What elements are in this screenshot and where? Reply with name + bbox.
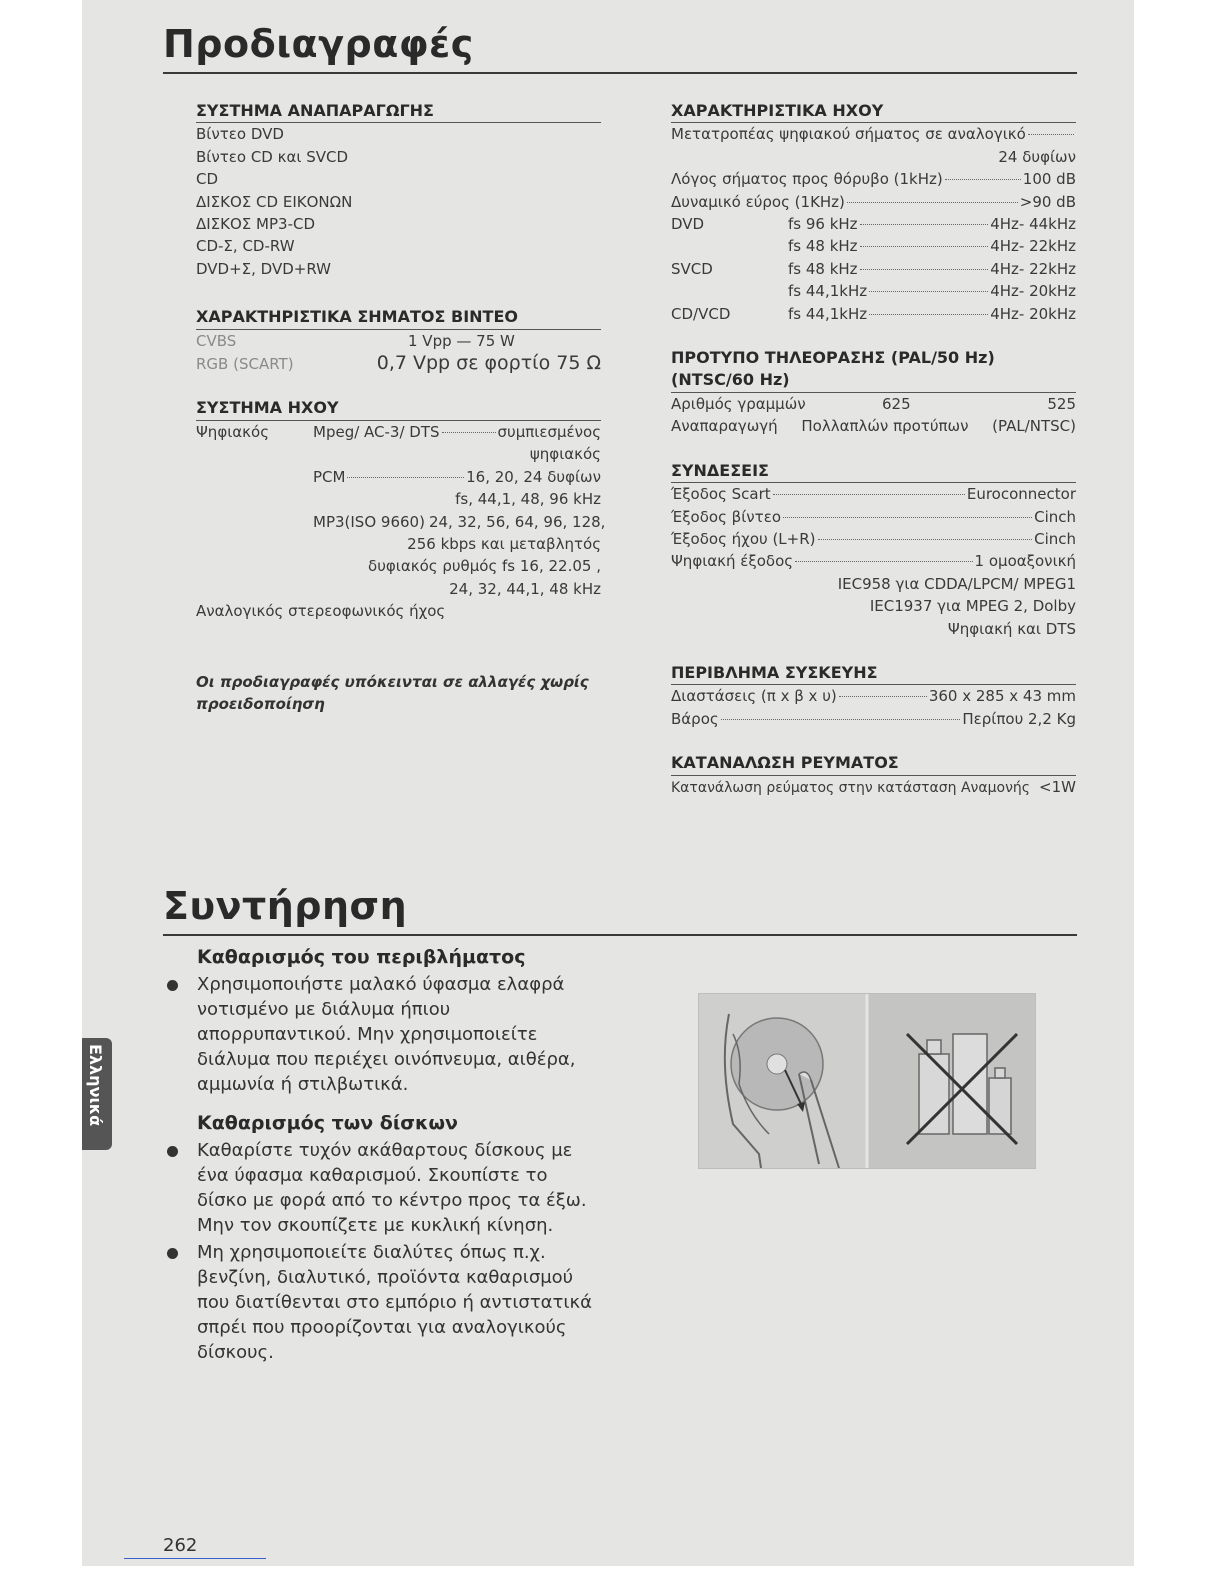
- maintenance-section: [163, 945, 603, 1367]
- solvent-bottles-crossed-icon: [907, 1034, 1017, 1144]
- freq-row: [671, 280, 1076, 302]
- freq-range: 4Hz- 20kHz: [990, 304, 1076, 323]
- audio-out-value: Cinch: [1034, 529, 1076, 548]
- cvbs-label: CVBS: [196, 331, 237, 350]
- leader-dots: [818, 538, 1033, 540]
- freq-fs: fs 44,1kHz: [788, 304, 868, 323]
- digital-out-cont: IEC1937 για MPEG 2, Dolby: [869, 597, 1076, 616]
- dimensions-label: Διαστάσεις (π x β x υ): [671, 687, 837, 706]
- tv-playback-row: [671, 415, 1076, 437]
- right-spec-column: [671, 100, 1076, 799]
- page-number: 262: [163, 1535, 198, 1556]
- bullet-icon: [167, 1146, 178, 1157]
- footer-link-line: [124, 1558, 266, 1559]
- playback-item: Βίντεο DVD: [196, 125, 284, 144]
- scart-label: Έξοδος Scart: [671, 485, 771, 504]
- dynamic-range-row: [671, 191, 1076, 213]
- video-out-value: Cinch: [1034, 507, 1076, 526]
- freq-row: [671, 235, 1076, 257]
- maintenance-rule: [163, 934, 1077, 936]
- standby-label: Κατανάλωση ρεύματος στην κατάσταση Αναμονής: [671, 779, 1030, 796]
- mpeg-row: [196, 421, 601, 443]
- leader-dots: [721, 718, 961, 720]
- digital-out-cont: Ψηφιακή και DTS: [947, 619, 1076, 638]
- lines-pal: 625: [882, 394, 911, 413]
- mpeg-value-cont: ψηφιακός: [529, 445, 601, 464]
- mp3-value: 24, 32, 56, 64, 96, 128,: [428, 512, 606, 531]
- digital-out-label: Ψηφιακή έξοδος: [671, 552, 794, 571]
- freq-range: 4Hz- 20kHz: [990, 282, 1076, 301]
- leader-dots: [860, 245, 989, 247]
- tv-playback-value: Πολλαπλών προτύπων: [801, 417, 969, 436]
- cabinet-cleaning-heading: Καθαρισμός του περιβλήματος: [197, 946, 526, 968]
- playback-heading: ΣΥΣΤΗΜΑ ΑΝΑΠΑΡΑΓΩΓΗΣ: [196, 100, 601, 123]
- tv-playback-label: Αναπαραγωγή: [671, 417, 778, 436]
- disc-cleaning-text: Καθαρίστε τυχόν ακάθαρτους δίσκους με ένα ύφασμα καθαρισμού. Σκουπίστε το δίσκο με φορά από το κέντρο προς τα έξω. Μην τον σκουπίζετε με κυκλική κίνηση.: [197, 1140, 587, 1236]
- playback-item: ΔΙΣΚΟΣ MP3-CD: [196, 215, 316, 234]
- freq-fs: fs 48 kHz: [788, 259, 858, 278]
- cabinet-cleaning-text: Χρησιμοποιήστε μαλακό ύφασμα ελαφρά νοτισμένο με διάλυμα ήπιου απορρυπαντικού. Μην χρησιμοποιείτε διάλυμα που περιέχει οινόπνευμα, αιθέρα, αμμωνία ή στιλβωτικά.: [197, 974, 576, 1095]
- digital-out-value: 1 ομοαξονική: [974, 552, 1076, 571]
- freq-fs: fs 44,1kHz: [788, 282, 868, 301]
- page-title: Προδιαγραφές: [163, 22, 474, 66]
- leader-dots: [839, 695, 927, 697]
- scart-row: [671, 483, 1076, 505]
- mpeg-value: συμπιεσμένος: [497, 422, 601, 441]
- disc-cleaning-heading: Καθαρισμός των δίσκων: [197, 1112, 458, 1134]
- language-tab-label: Ελληνικά: [86, 1044, 105, 1127]
- dimensions-row: [671, 685, 1076, 707]
- leader-dots: [442, 431, 496, 433]
- freq-row: [671, 258, 1076, 280]
- bullet-item: [163, 972, 603, 1097]
- weight-label: Βάρος: [671, 709, 719, 728]
- leader-dots: [783, 516, 1032, 518]
- cvbs-row: [196, 330, 601, 352]
- leader-dots: [869, 290, 988, 292]
- tv-standard-heading: ΠΡΟΤΥΠΟ ΤΗΛΕΟΡΑΣΗΣ (PAL/50 Hz): [671, 348, 995, 368]
- rgb-value: 0,7 Vpp σε φορτίο 75 Ω: [376, 352, 601, 375]
- disclaimer-note: προειδοποίηση: [196, 694, 325, 713]
- mp3-value-cont: δυφιακός ρυθμός fs 16, 22.05 ,: [368, 557, 601, 576]
- audio-out-row: [671, 528, 1076, 550]
- tv-playback-format: (PAL/NTSC): [992, 417, 1076, 436]
- lines-ntsc: 525: [1047, 394, 1076, 413]
- digital-out-cont: IEC958 για CDDA/LPCM/ MPEG1: [837, 574, 1076, 593]
- dac-row: [671, 123, 1076, 145]
- leader-dots: [869, 313, 988, 315]
- connections-heading: ΣΥΝΔΕΣΕΙΣ: [671, 460, 1076, 483]
- audio-out-label: Έξοδος ήχου (L+R): [671, 529, 816, 548]
- freq-range: 4Hz- 44kHz: [990, 215, 1076, 234]
- leader-dots: [945, 178, 1021, 180]
- scart-value: Euroconnector: [966, 485, 1076, 504]
- language-tab: [82, 1038, 112, 1150]
- left-spec-column: [196, 100, 606, 715]
- freq-range: 4Hz- 22kHz: [990, 259, 1076, 278]
- snr-row: [671, 168, 1076, 190]
- weight-row: [671, 708, 1076, 730]
- bullet-item: [163, 1240, 603, 1365]
- snr-label: Λόγος σήματος προς θόρυβο (1kHz): [671, 170, 943, 189]
- bullet-item: [163, 1138, 603, 1238]
- freq-row: [671, 213, 1076, 235]
- dimensions-value: 360 x 285 x 43 mm: [928, 687, 1076, 706]
- video-out-label: Έξοδος βίντεο: [671, 507, 782, 526]
- title-rule: [163, 72, 1077, 74]
- leader-dots: [795, 560, 972, 562]
- audio-system-heading: ΣΥΣΤΗΜΑ ΗΧΟΥ: [196, 397, 601, 420]
- mp3-label: MP3(ISO 9660): [313, 512, 425, 531]
- leader-dots: [847, 201, 1018, 203]
- bullet-icon: [167, 1248, 178, 1259]
- pcm-row: [196, 466, 601, 488]
- mpeg-label: Mpeg/ AC-3/ DTS: [313, 422, 440, 441]
- video-out-row: [671, 506, 1076, 528]
- playback-item: CD-Σ, CD-RW: [196, 237, 295, 256]
- rgb-row: [196, 352, 601, 375]
- freq-format: DVD: [671, 215, 705, 234]
- digital-out-row: [671, 550, 1076, 572]
- standby-row: [671, 776, 1076, 799]
- pcm-label: PCM: [313, 467, 346, 486]
- cleaning-illustration-svg: [699, 994, 1035, 1168]
- snr-value: 100 dB: [1022, 170, 1076, 189]
- disc-cleaning-illustration: [698, 993, 1036, 1169]
- tv-standard-heading-cont: (NTSC/60 Hz): [671, 369, 1076, 392]
- playback-item: Βίντεο CD και SVCD: [196, 147, 348, 166]
- playback-item: DVD+Σ, DVD+RW: [196, 259, 331, 278]
- leader-dots: [860, 223, 989, 225]
- mp3-value-cont: 256 kbps και μεταβλητός: [407, 534, 601, 553]
- cabinet-heading: ΠΕΡΙΒΛΗΜΑ ΣΥΣΚΕΥΗΣ: [671, 662, 1076, 685]
- digital-label: Ψηφιακός: [196, 422, 269, 441]
- disc-solvent-text: Μη χρησιμοποιείτε διαλύτες όπως π.χ. βενζίνη, διαλυτικό, προϊόντα καθαρισμού που διατίθενται στο εμπόριο ή αντιστατικά σπρέι που προορίζονται για αναλογικούς δίσκους.: [197, 1242, 592, 1363]
- pcm-value-cont: fs, 44,1, 48, 96 kHz: [455, 490, 601, 509]
- maintenance-title: Συντήρηση: [163, 884, 408, 928]
- playback-item: ΔΙΣΚΟΣ CD ΕΙΚΟΝΩΝ: [196, 192, 353, 211]
- weight-value: Περίπου 2,2 Kg: [962, 709, 1076, 728]
- mp3-value-cont: 24, 32, 44,1, 48 kHz: [449, 579, 601, 598]
- video-signal-heading: ΧΑΡΑΚΤΗΡΙΣΤΙΚΑ ΣΗΜΑΤΟΣ ΒΙΝΤΕΟ: [196, 306, 601, 329]
- leader-dots: [347, 476, 464, 478]
- freq-format: SVCD: [671, 259, 713, 278]
- standby-value: <1W: [1039, 777, 1076, 796]
- dac-label: Μετατροπέας ψηφιακού σήματος σε αναλογικό: [671, 125, 1026, 144]
- mp3-row: [196, 511, 606, 533]
- leader-dots: [860, 268, 989, 270]
- lines-row: [671, 393, 1076, 415]
- freq-fs: fs 96 kHz: [788, 215, 858, 234]
- pcm-value: 16, 20, 24 δυφίων: [466, 467, 601, 486]
- analog-audio: Αναλογικός στερεοφωνικός ήχος: [196, 602, 446, 621]
- rgb-label: RGB (SCART): [196, 355, 294, 374]
- freq-row: [671, 303, 1076, 325]
- lines-label: Αριθμός γραμμών: [671, 394, 806, 413]
- dac-value: 24 δυφίων: [998, 147, 1076, 166]
- freq-range: 4Hz- 22kHz: [990, 237, 1076, 256]
- cvbs-value: 1 Vpp — 75 W: [408, 331, 515, 350]
- power-heading: ΚΑΤΑΝΑΛΩΣΗ ΡΕΥΜΑΤΟΣ: [671, 752, 1076, 775]
- disclaimer-note: Οι προδιαγραφές υπόκεινται σε αλλαγές χωρίς: [196, 672, 589, 691]
- leader-dots: [1028, 133, 1074, 135]
- dr-value: >90 dB: [1019, 192, 1076, 211]
- dr-label: Δυναμικό εύρος (1KHz): [671, 192, 845, 211]
- page-margin: [0, 0, 82, 1584]
- freq-fs: fs 48 kHz: [788, 237, 858, 256]
- audio-features-heading: ΧΑΡΑΚΤΗΡΙΣΤΙΚΑ ΗΧΟΥ: [671, 100, 1076, 123]
- freq-format: CD/VCD: [671, 304, 731, 323]
- playback-item: CD: [196, 170, 219, 189]
- leader-dots: [773, 493, 965, 495]
- bullet-icon: [167, 980, 178, 991]
